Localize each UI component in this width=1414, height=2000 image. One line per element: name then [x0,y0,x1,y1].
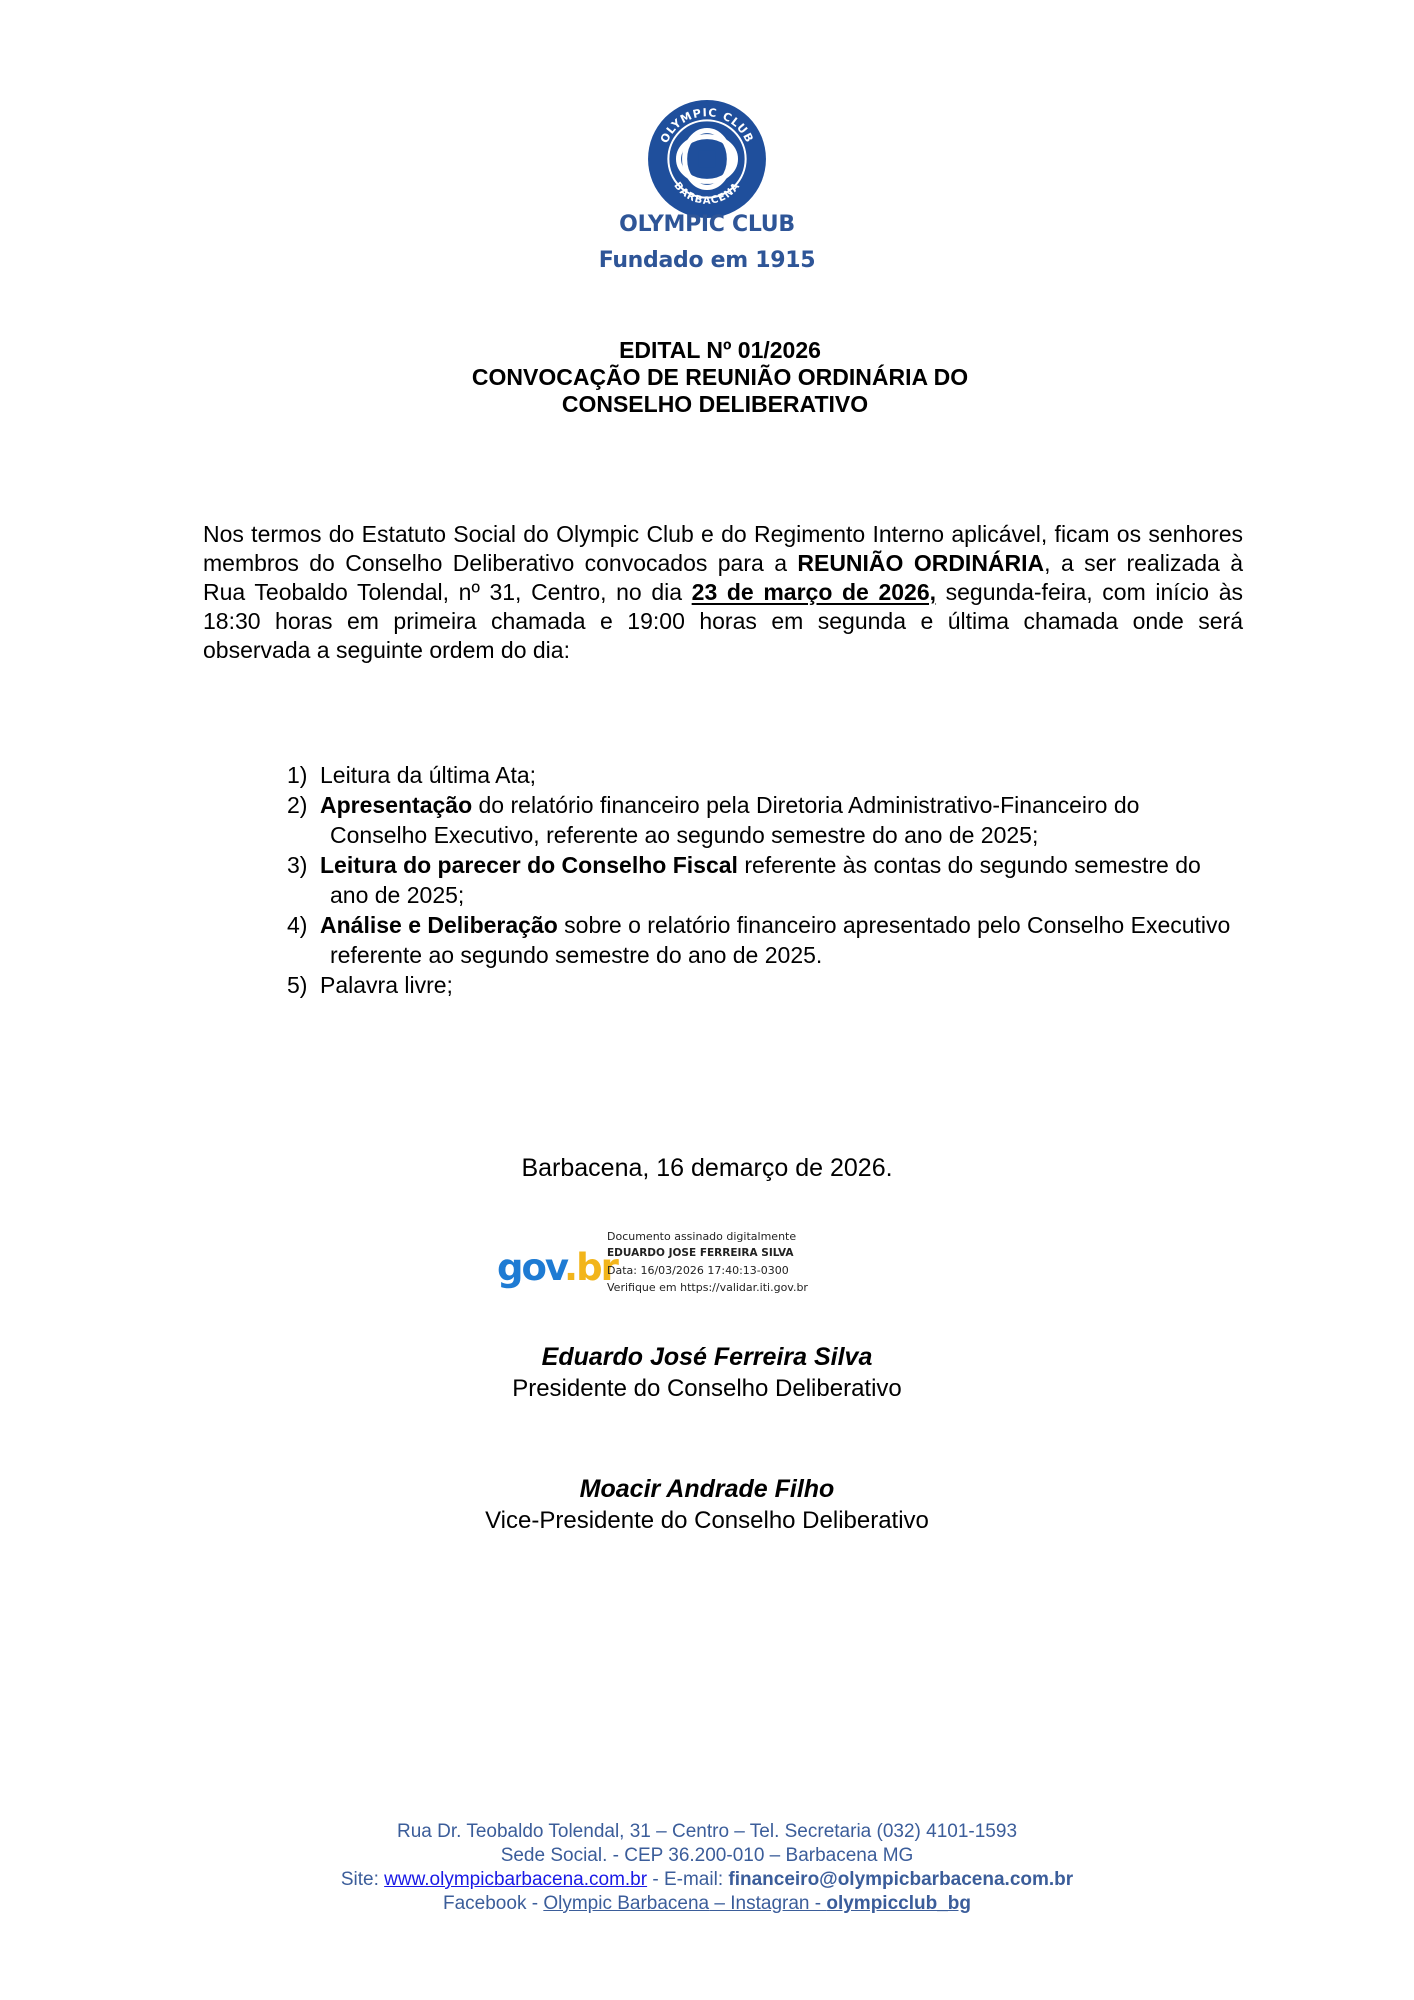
agenda-item-text: Palavra livre; [320,972,453,998]
club-name: OLYMPIC CLUB [619,212,795,237]
govbr-logo-icon [497,1248,617,1288]
place-and-date: Barbacena, 16 demarço de 2026. [521,1154,893,1182]
signature-heading: Documento assinado digitalmente [607,1230,797,1243]
paragraph-text-1: Nos termos do Estatuto Social do Olympic Club e do Regimento Interno aplicável, ficam os senhores membros do Conselho Deliberativo convocados para a [203,521,1243,576]
convocation-paragraph [203,520,1243,665]
agenda-item-number: 2) [287,792,308,818]
govbr-logo-br: br [576,1246,617,1289]
signature-date: Data: 16/03/2026 17:40:13-0300 [607,1264,789,1277]
signature-details [607,1228,808,1296]
president-name: Eduardo José Ferreira Silva [541,1343,873,1371]
instagram-label: – Instagran - [709,1893,827,1914]
president-role: Presidente do Conselho Deliberativo [512,1375,902,1402]
agenda-item-text: Leitura da última Ata; [320,762,537,788]
facebook-link[interactable]: Olympic Barbacena [543,1893,710,1914]
footer-cep: Sede Social. - CEP 36.200-010 – Barbacena MG [500,1845,914,1866]
signature-verify-url: Verifique em https://validar.iti.gov.br [607,1281,808,1294]
logo-text-top: OLYMPIC CLUB [657,106,757,146]
facebook-label: Facebook - [443,1893,544,1914]
agenda-item-text: do relatório financeiro pela Diretoria Administrativo-Financeiro do Conselho Executivo, referente ao segundo semestre do ano de 2025; [330,792,1140,848]
footer-address: Rua Dr. Teobaldo Tolendal, 31 – Centro – Tel. Secretaria (032) 4101-1593 [396,1821,1018,1842]
footer [0,1820,1414,1916]
vice-president-name: Moacir Andrade Filho [579,1475,835,1503]
meeting-date: 23 de março de 2026, [691,579,937,605]
paragraph-text-3: segunda-feira, com início às 18:30 horas em primeira chamada e 19:00 horas em segunda e última chamada onde será observada a seguinte ordem do dia: [203,579,1243,663]
agenda-item-number: 5) [287,972,308,998]
agenda-item-number: 1) [287,762,308,788]
email-label: - E-mail: [647,1869,729,1890]
agenda-item-number: 4) [287,912,308,938]
agenda-item-text: sobre o relatório financeiro apresentado pelo Conselho Executivo referente ao segundo semestre do ano de 2025. [330,912,1231,968]
agenda-item-text: referente às contas do segundo semestre do ano de 2025; [330,852,1201,908]
agenda-item-number: 3) [287,852,308,878]
club-logo-wrap [0,98,1414,225]
govbr-logo-dot: . [564,1246,577,1289]
title-council: CONSELHO DELIBERATIVO [561,391,869,417]
site-label: Site: [340,1869,385,1890]
footer-contact [0,1868,1414,1892]
agenda-item-bold: Análise e Deliberação [320,912,558,938]
meeting-type: REUNIÃO ORDINÁRIA [797,550,1045,576]
agenda-item [287,970,1237,1000]
site-link[interactable]: www.olympicbarbacena.com.br [384,1869,648,1890]
email-address: financeiro@olympicbarbacena.com.br [728,1869,1074,1890]
agenda-item [287,790,1237,850]
agenda-item [287,910,1237,970]
agenda-item [287,850,1237,910]
olympic-club-crest-icon [646,98,768,220]
logo-text-bottom: BARBACENA [671,180,743,207]
govbr-logo-gov: gov [497,1246,565,1289]
footer-social [0,1892,1414,1916]
club-founded: Fundado em 1915 [598,248,816,273]
document-title [400,337,1040,418]
agenda-item-bold: Leitura do parecer do Conselho Fiscal [320,852,738,878]
title-convocation: CONVOCAÇÃO DE REUNIÃO ORDINÁRIA DO [471,364,969,390]
title-edital-number: EDITAL Nº 01/2026 [619,337,821,363]
digital-signature-stamp [497,1228,847,1298]
signature-signer: EDUARDO JOSE FERREIRA SILVA [607,1247,794,1259]
agenda-item [287,760,1237,790]
agenda-list [287,760,1237,1000]
instagram-handle[interactable]: olympicclub_bg [826,1893,971,1914]
paragraph-text-2: , a ser realizada à Rua Teobaldo Tolendal, nº 31, Centro, no dia [203,550,1243,605]
vice-president-role: Vice-Presidente do Conselho Deliberativo [485,1507,929,1534]
agenda-item-bold: Apresentação [320,792,473,818]
